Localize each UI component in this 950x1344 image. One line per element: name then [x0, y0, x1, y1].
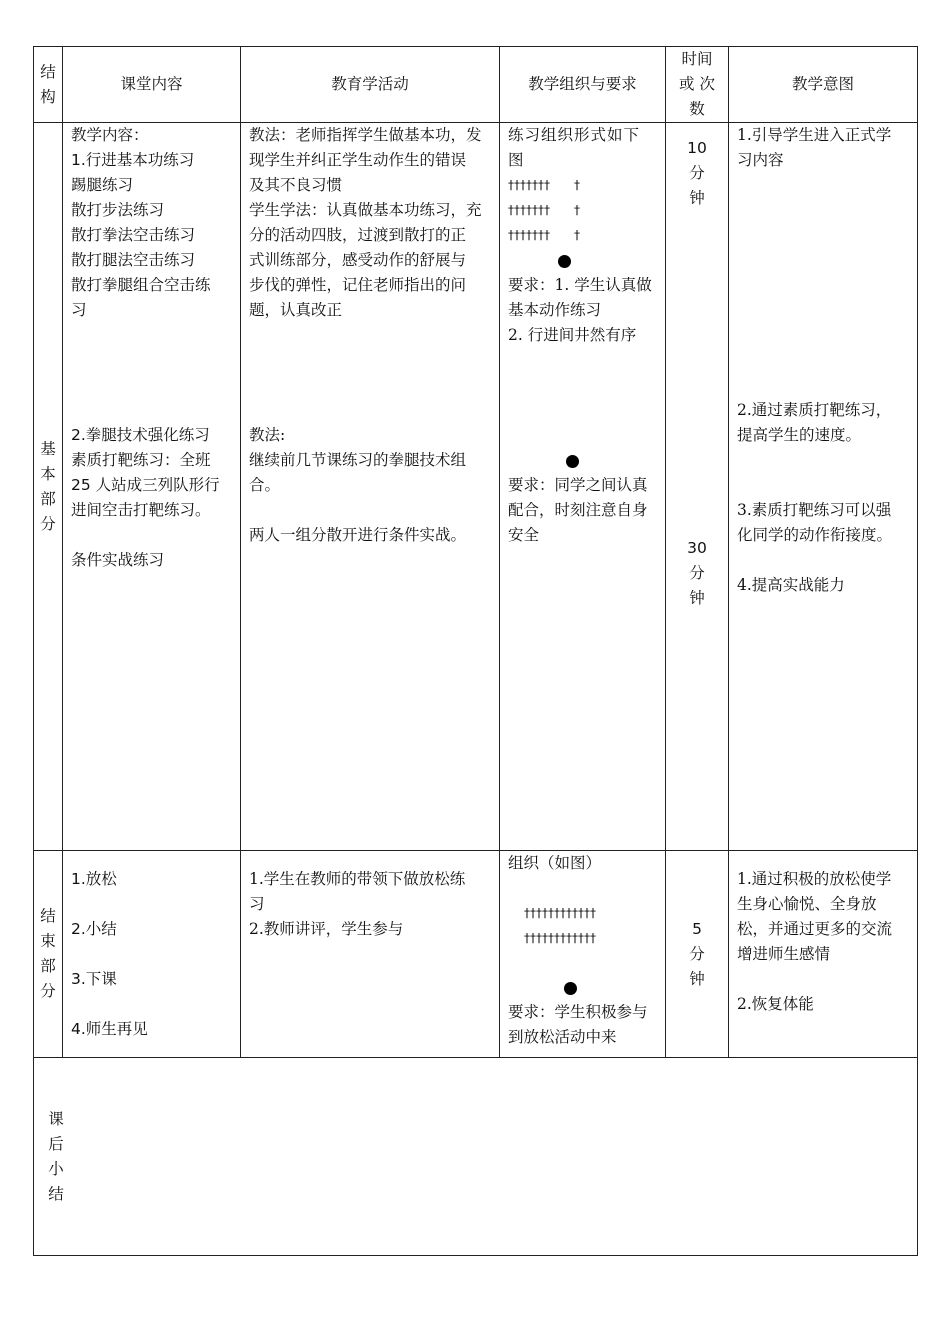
content-line: 教学内容： [71, 126, 149, 144]
label-char: 束 [40, 932, 56, 950]
ending-content-cell [63, 851, 241, 1058]
header-structure [34, 47, 63, 123]
intent-line: 1.通过积极的放松使学 [737, 870, 892, 888]
content-line: 1.行进基本功练习 [71, 151, 195, 169]
activity-line: 步伐的弹性，记住老师指出的问 [249, 276, 467, 294]
org-line: 练习组织形式如下 [508, 126, 641, 144]
label-char: 后 [48, 1134, 64, 1153]
content-line: 散打腿法空击练习 [71, 251, 196, 269]
activity-line: 合。 [249, 476, 281, 494]
intent-line: 2.通过素质打靶练习， [737, 401, 892, 419]
activity-line: 教法：老师指挥学生做基本功，发 [249, 126, 482, 144]
content-line: 进间空击打靶练习。 [71, 501, 211, 519]
label-char: 基 [40, 439, 56, 458]
header-structure-text: 结构 [40, 62, 56, 106]
activity-line: 题，认真改正 [249, 301, 343, 319]
ending-activity-cell [241, 851, 500, 1058]
req-line: 配合，时刻注意自身 [508, 501, 648, 519]
header-time-line: 或 次 [679, 75, 715, 93]
summary-section-row [34, 1058, 918, 1256]
basic-section-row [34, 123, 918, 851]
content-item: 1.放松 [71, 870, 117, 888]
time-unit: 钟 [689, 189, 705, 207]
content-line: 散打拳法空击练习 [71, 226, 196, 244]
activity-line: 式训练部分，感受动作的舒展与 [249, 251, 467, 269]
summary-cell [34, 1058, 918, 1256]
content-line: 条件实战练习 [71, 551, 165, 569]
intent-line: 增进师生感情 [737, 945, 831, 963]
time-unit: 钟 [689, 589, 705, 607]
intent-line: 松，并通过更多的交流 [737, 920, 893, 938]
label-char: 课 [48, 1109, 64, 1128]
time-value: 30 [687, 539, 707, 557]
teacher-marker-icon [564, 982, 577, 995]
label-char: 结 [48, 1184, 64, 1203]
req-line: 要求：学生积极参与 [508, 1003, 648, 1021]
time-unit: 钟 [689, 970, 705, 988]
ending-time-cell [666, 851, 729, 1058]
header-time-line: 数 [689, 100, 705, 118]
basic-activity-cell [241, 123, 500, 851]
content-line: 素质打靶练习：全班 [71, 451, 211, 469]
req-line: 2. 行进间井然有序 [508, 326, 637, 344]
time-value: 5 [692, 920, 702, 938]
label-char: 部 [40, 489, 56, 508]
activity-line: 习 [249, 895, 265, 913]
activity-line: 两人一组分散开进行条件实战。 [249, 526, 467, 544]
req-line: 到放松活动中来 [508, 1028, 617, 1046]
req-line: 安全 [508, 526, 540, 544]
org-title: 组织（如图） [508, 854, 602, 872]
time-unit: 分 [689, 564, 705, 582]
intent-line: 3.素质打靶练习可以强 [737, 501, 892, 519]
lesson-plan-table [33, 46, 918, 1256]
activity-line: 1.学生在教师的带领下做放松练 [249, 870, 466, 888]
formation-row: †††††††††††† [524, 906, 596, 920]
req-line: 要求：同学之间认真 [508, 476, 648, 494]
content-item: 3.下课 [71, 970, 117, 988]
label-char: 分 [40, 982, 56, 1000]
time-unit: 分 [689, 945, 705, 963]
activity-line: 继续前几节课练习的拳腿技术组 [249, 451, 467, 469]
activity-line: 教法: [249, 426, 286, 444]
teacher-marker-icon [566, 455, 579, 468]
content-item: 4.师生再见 [71, 1020, 148, 1038]
activity-line: 学生学法：认真做基本功练习，充 [249, 201, 482, 219]
intent-line: 1.引导学生进入正式学 [737, 126, 892, 144]
intent-line: 提高学生的速度。 [737, 426, 862, 444]
activity-line: 现学生并纠正学生动作生的错误 [249, 151, 467, 169]
header-activity: 教育学活动 [241, 47, 500, 123]
formation-row: ††††††† † [508, 178, 581, 192]
intent-line: 生身心愉悦、全身放 [737, 895, 877, 913]
content-line: 散打拳腿组合空击练 [71, 276, 211, 294]
intent-line: 习内容 [737, 151, 784, 169]
label-char: 分 [40, 514, 56, 533]
ending-organization-cell [500, 851, 666, 1058]
formation-row: ††††††† † [508, 203, 581, 217]
intent-line: 化同学的动作衔接度。 [737, 526, 893, 544]
content-item: 2.小结 [71, 920, 117, 938]
ending-section-label [34, 851, 63, 1058]
formation-row: †††††††††††† [524, 931, 596, 945]
content-line: 散打步法练习 [71, 201, 165, 219]
header-content: 课堂内容 [63, 47, 241, 123]
header-intent: 教学意图 [729, 47, 918, 123]
teacher-marker-icon [558, 255, 571, 268]
label-char: 小 [48, 1159, 64, 1178]
activity-line: 及其不良习惯 [249, 176, 343, 194]
req-line: 基本动作练习 [508, 301, 602, 319]
content-line: 习 [71, 301, 87, 319]
header-row [34, 47, 918, 123]
content-line: 2.拳腿技术强化练习 [71, 426, 210, 444]
basic-intent-cell [729, 123, 918, 851]
header-time-line: 时间 [681, 50, 713, 68]
content-line: 25 人站成三列队形行 [71, 476, 220, 494]
activity-line: 2.教师讲评，学生参与 [249, 920, 404, 938]
header-organization: 教学组织与要求 [500, 47, 666, 123]
basic-content-cell [63, 123, 241, 851]
basic-section-label [34, 123, 63, 851]
label-char: 结 [40, 907, 56, 925]
label-char: 本 [40, 464, 56, 483]
header-time [666, 47, 729, 123]
time-value: 10 [687, 139, 707, 157]
formation-row: ††††††† † [508, 228, 581, 242]
org-line: 图 [508, 151, 524, 169]
basic-time-cell [666, 123, 729, 851]
time-unit: 分 [689, 164, 705, 182]
req-line: 要求：1. 学生认真做 [508, 276, 652, 294]
basic-organization-cell [500, 123, 666, 851]
ending-intent-cell [729, 851, 918, 1058]
content-line: 踢腿练习 [71, 176, 134, 194]
label-char: 部 [40, 957, 56, 975]
ending-section-row [34, 851, 918, 1058]
activity-line: 分的活动四肢，过渡到散打的正 [249, 226, 467, 244]
intent-line: 4.提高实战能力 [737, 576, 845, 594]
intent-line: 2.恢复体能 [737, 995, 814, 1013]
